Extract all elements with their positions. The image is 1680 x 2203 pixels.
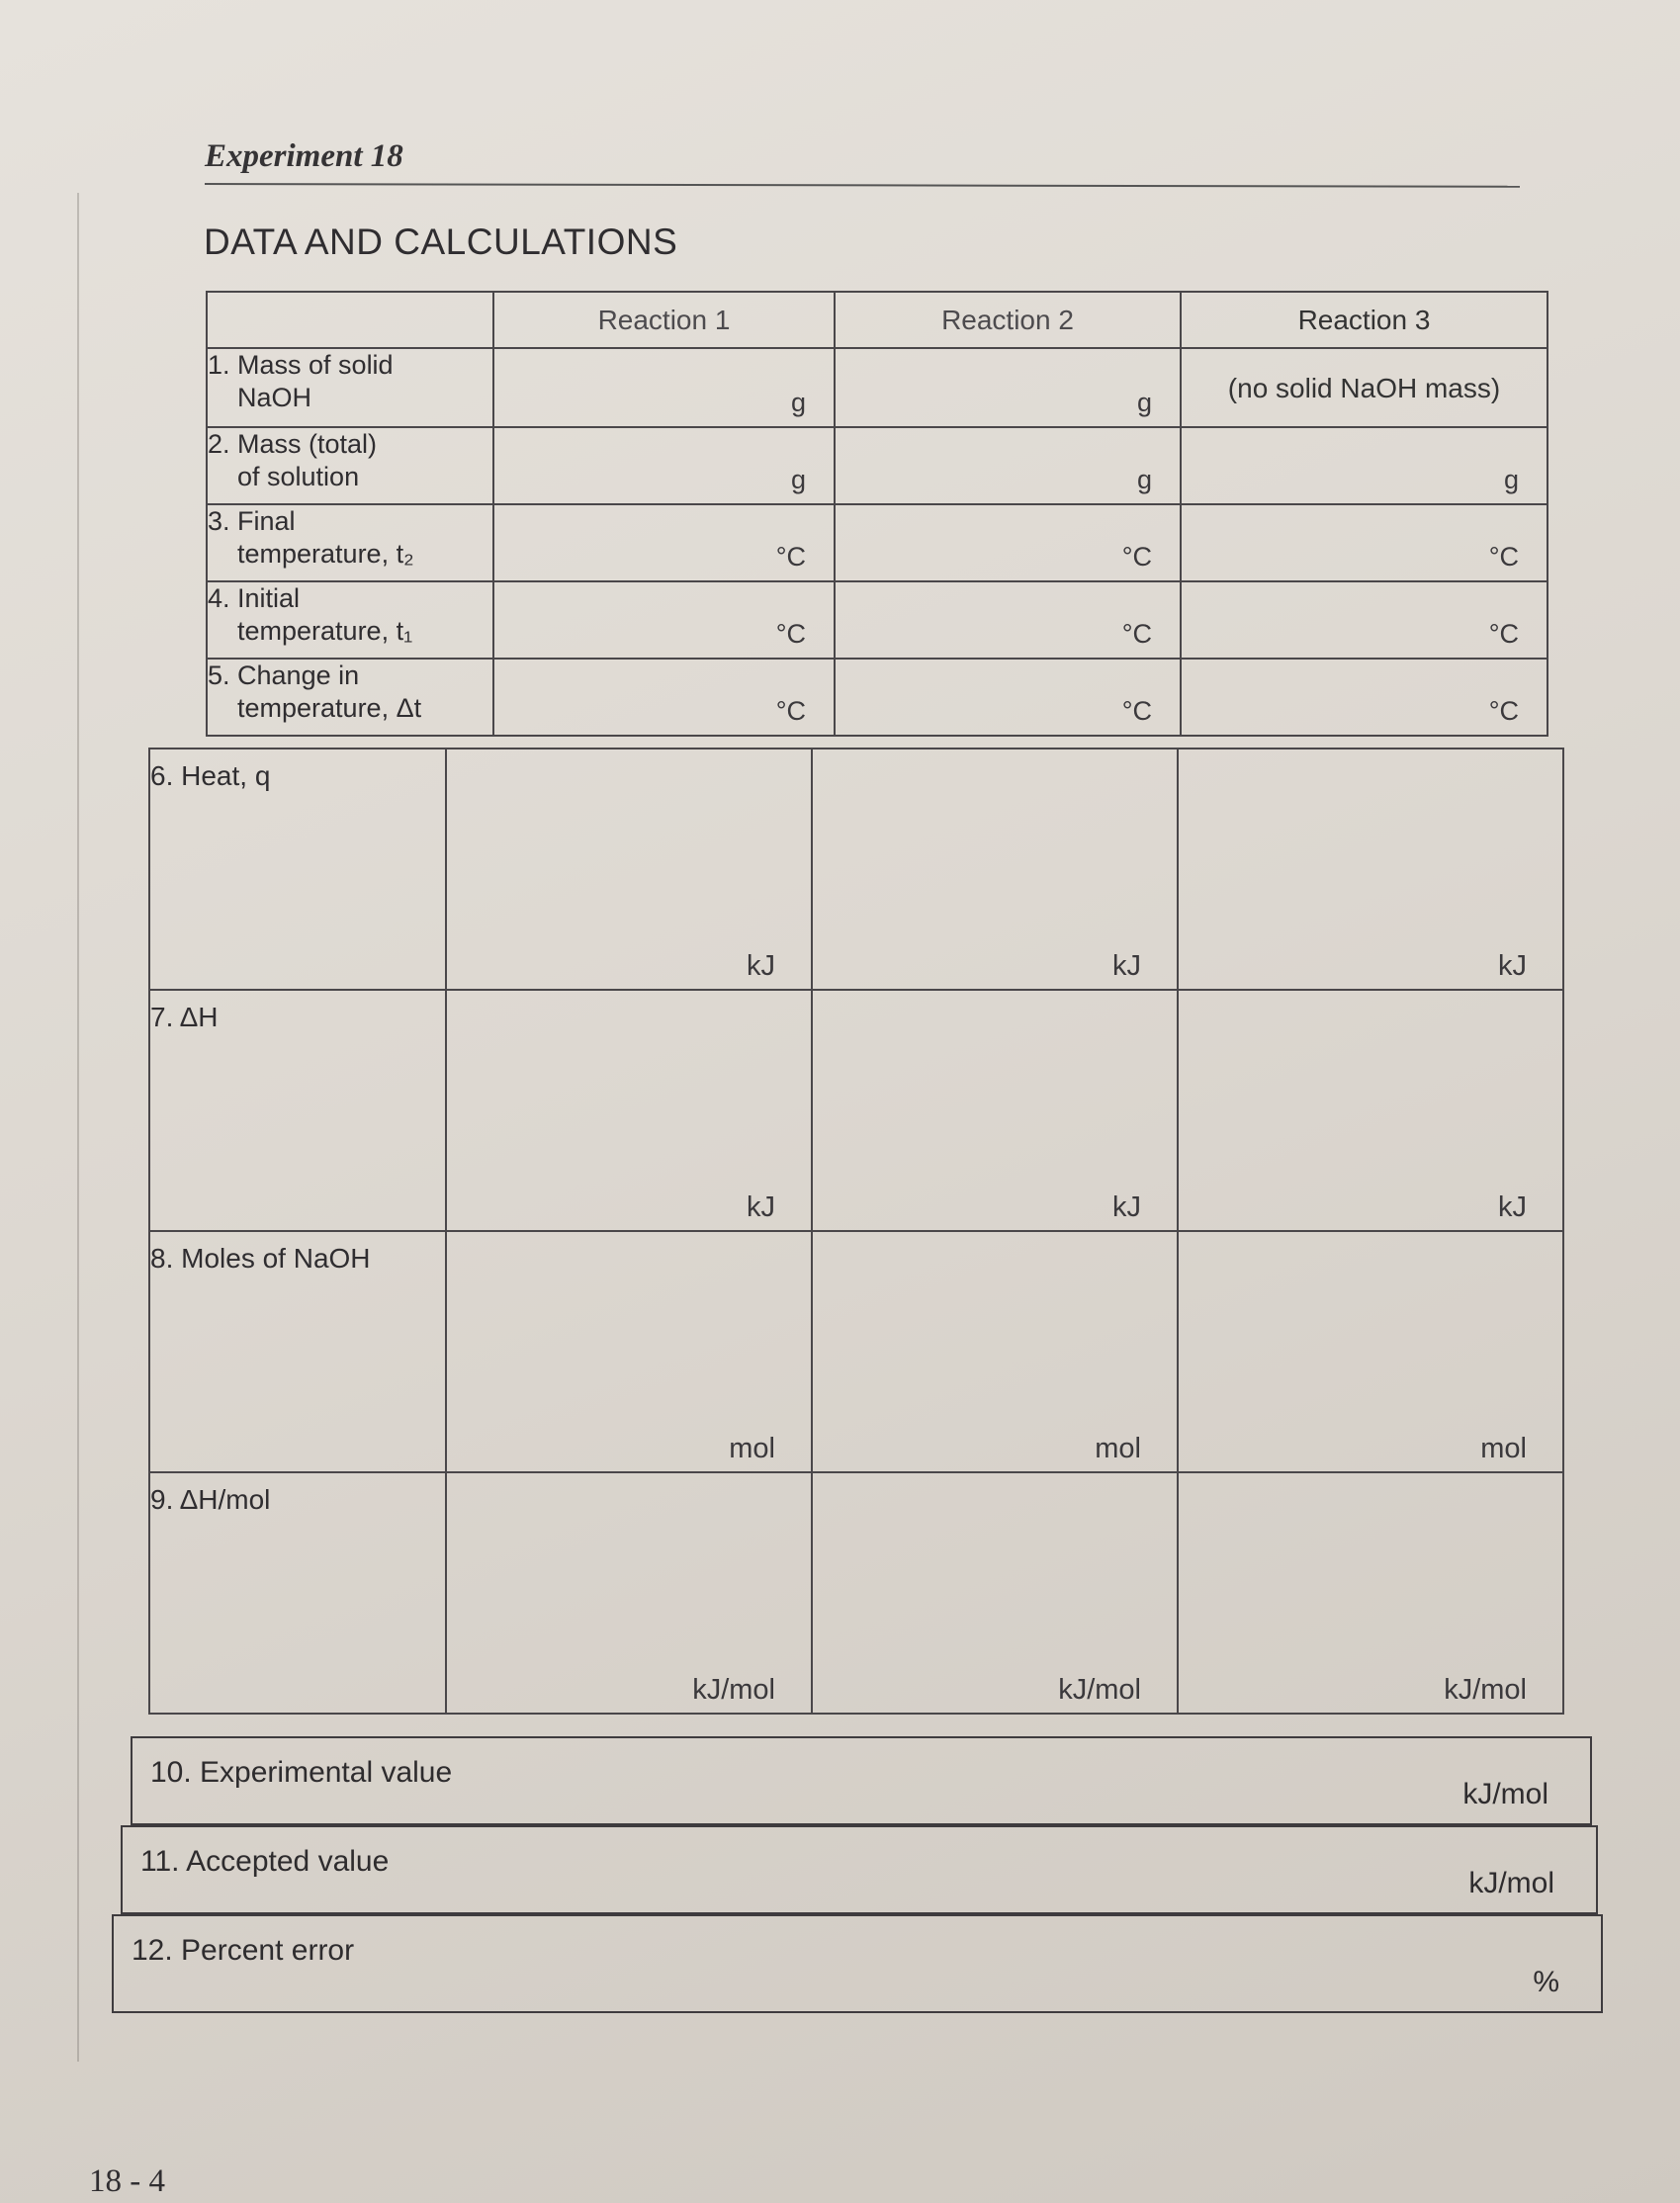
- input-cell-r4-c3[interactable]: °C: [1181, 581, 1547, 659]
- input-cell-r9-c3[interactable]: kJ/mol: [1178, 1472, 1563, 1714]
- input-cell-r2-c3[interactable]: g: [1181, 427, 1547, 504]
- header-reaction-2: Reaction 2: [835, 292, 1181, 348]
- experimental-value-unit: kJ/mol: [1462, 1778, 1548, 1810]
- row-label-initial-temp: 4. Initial temperature, t₁: [207, 581, 493, 659]
- row-label-mass-solution: 2. Mass (total) of solution: [207, 427, 493, 504]
- accepted-value-label: 11. Accepted value: [140, 1845, 390, 1878]
- input-cell-r5-c2[interactable]: °C: [835, 659, 1181, 736]
- input-cell-r7-c3[interactable]: kJ: [1178, 990, 1563, 1231]
- experiment-title: Experiment 18: [205, 138, 403, 174]
- input-cell-r4-c1[interactable]: °C: [493, 581, 835, 659]
- input-cell-r3-c2[interactable]: °C: [835, 504, 1181, 581]
- table-row: [149, 1231, 1563, 1472]
- section-title: DATA AND CALCULATIONS: [204, 221, 678, 262]
- input-cell-r2-c1[interactable]: g: [493, 427, 835, 504]
- title-underline: [205, 183, 1520, 188]
- header-reaction-1: Reaction 1: [493, 292, 835, 348]
- input-cell-r8-c3[interactable]: mol: [1178, 1231, 1563, 1472]
- table-row: [207, 581, 1547, 659]
- row-label-heat: 6. Heat, q: [149, 749, 446, 990]
- data-table-calculations: [148, 748, 1564, 1715]
- input-cell-r8-c2[interactable]: mol: [812, 1231, 1178, 1472]
- input-cell-r8-c1[interactable]: mol: [446, 1231, 812, 1472]
- row-label-final-temp: 3. Final temperature, t₂: [207, 504, 493, 581]
- input-cell-r9-c2[interactable]: kJ/mol: [812, 1472, 1178, 1714]
- input-cell-r3-c1[interactable]: °C: [493, 504, 835, 581]
- input-cell-r2-c2[interactable]: g: [835, 427, 1181, 504]
- table-row: [149, 990, 1563, 1231]
- accepted-value-unit: kJ/mol: [1468, 1867, 1554, 1899]
- row-label-moles-naoh: 8. Moles of NaOH: [149, 1231, 446, 1472]
- input-cell-r3-c3[interactable]: °C: [1181, 504, 1547, 581]
- table-row: [149, 749, 1563, 990]
- accepted-value-row[interactable]: [121, 1825, 1598, 1914]
- row-label-delta-h-per-mol: 9. ΔH/mol: [149, 1472, 446, 1714]
- percent-error-row[interactable]: [112, 1914, 1603, 2013]
- table-row: [207, 504, 1547, 581]
- table-header-row: [207, 292, 1547, 348]
- header-blank-cell: [207, 292, 493, 348]
- percent-error-label: 12. Percent error: [132, 1934, 355, 1967]
- input-cell-r4-c2[interactable]: °C: [835, 581, 1181, 659]
- table-row: [207, 659, 1547, 736]
- row-label-mass-naoh: 1. Mass of solid NaOH: [207, 348, 493, 427]
- experimental-value-row[interactable]: [131, 1736, 1592, 1825]
- input-cell-r5-c3[interactable]: °C: [1181, 659, 1547, 736]
- input-cell-r7-c2[interactable]: kJ: [812, 990, 1178, 1231]
- table-row: [207, 348, 1547, 427]
- page-fold-shadow: [77, 193, 79, 2062]
- input-cell-r7-c1[interactable]: kJ: [446, 990, 812, 1231]
- table-row: [149, 1472, 1563, 1714]
- input-cell-r6-c3[interactable]: kJ: [1178, 749, 1563, 990]
- header-reaction-3: Reaction 3: [1181, 292, 1547, 348]
- input-cell-r9-c1[interactable]: kJ/mol: [446, 1472, 812, 1714]
- input-cell-r6-c1[interactable]: kJ: [446, 749, 812, 990]
- percent-error-unit: %: [1533, 1966, 1559, 1998]
- input-cell-r1-c2[interactable]: g: [835, 348, 1181, 427]
- experimental-value-label: 10. Experimental value: [150, 1756, 453, 1789]
- input-cell-r1-c3: (no solid NaOH mass): [1181, 348, 1547, 427]
- page-number: 18 - 4: [89, 2163, 165, 2199]
- input-cell-r1-c1[interactable]: g: [493, 348, 835, 427]
- data-table-top: [206, 291, 1548, 737]
- row-label-change-temp: 5. Change in temperature, Δt: [207, 659, 493, 736]
- input-cell-r6-c2[interactable]: kJ: [812, 749, 1178, 990]
- input-cell-r5-c1[interactable]: °C: [493, 659, 835, 736]
- row-label-delta-h: 7. ΔH: [149, 990, 446, 1231]
- table-row: [207, 427, 1547, 504]
